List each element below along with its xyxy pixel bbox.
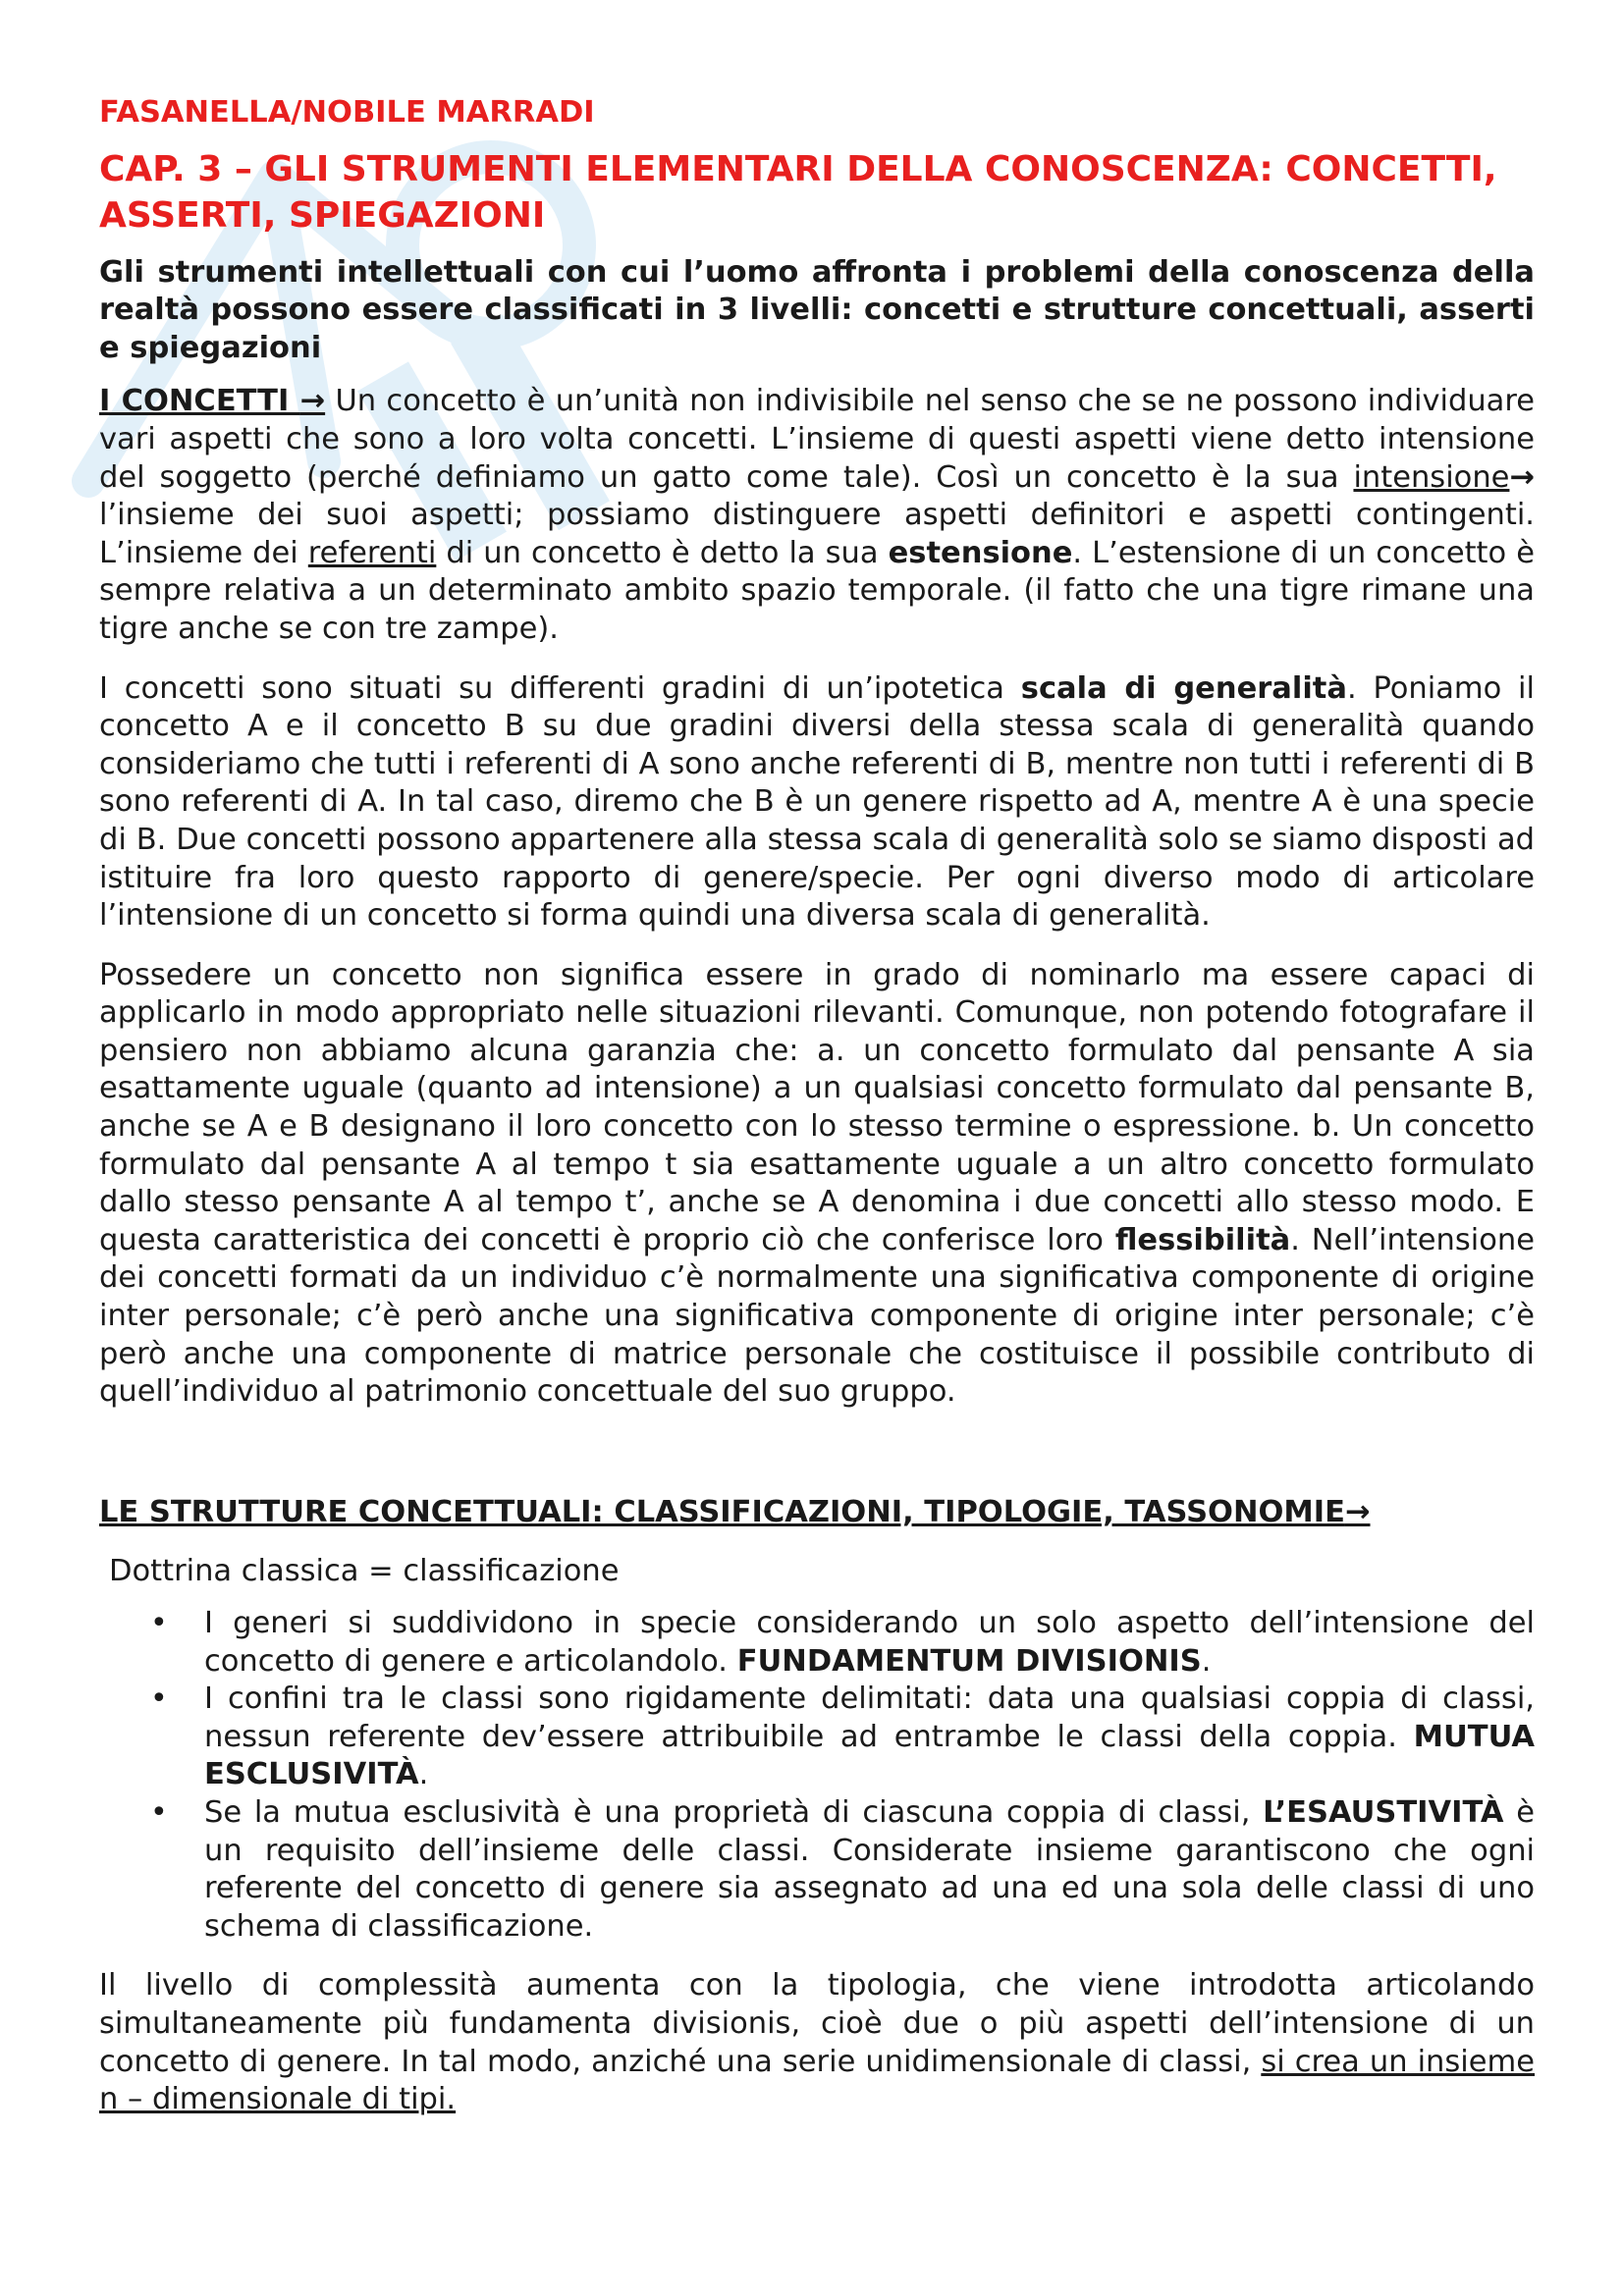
bullet-3-term: L’ESAUSTIVITÀ: [1263, 1794, 1504, 1830]
concetti-text-4: . L’estensione di un concetto è sempre relativa a un determinato ambito spazio temporale. (il fatto che una tigre rimane una tigre anche se con tre zampe).: [99, 535, 1535, 646]
bullet-2-text: I confini tra le classi sono rigidamente delimitati: data una qualsiasi coppia di classi, nessun referente dev’essere attribuibile ad entrambe le classi della coppia.: [204, 1682, 1535, 1754]
estensione-term: estensione: [888, 535, 1073, 570]
scala-text-2: . Poniamo il concetto A e il concetto B su due gradini diversi della stessa scala di generalità quando consideriamo che tutti i referenti di A sono anche referenti di B, mentre non tutti i referenti di B sono referenti di A. In tal caso, diremo che B è un genere rispetto ad A, mentre A è una specie di B. Due concetti possono appartenere alla stessa scala di generalità solo se siamo disposti ad istituire fra loro questo rapporto di genere/specie. Per ogni diverso modo di articolare l’intensione di un concetto si forma quindi una diversa scala di generalità.: [99, 670, 1536, 934]
chapter-title: [99, 146, 1535, 239]
list-item: [99, 1605, 1535, 1681]
possedere-text-1: Possedere un concetto non significa essere in grado di nominarlo ma essere capaci di applicarlo in modo appropriato nelle situazioni rilevanti. Comunque, non potendo fotografare il pensiero non abbiamo alcuna garanzia che: a. un concetto formulato dal pensante A sia esattamente uguale (quanto ad intensione) a un qualsiasi concetto formulato dal pensante B, anche se A e B designano il loro concetto con lo stesso termine o espressione. b. Un concetto formulato dal pensante A al tempo t sia esattamente uguale a un altro concetto formulato dallo stesso pensante A al tempo t’, anche se A denomina i due concetti allo stesso modo. E questa caratteristica dei concetti è proprio ciò che conferisce loro: [99, 957, 1535, 1257]
list-item: [99, 1681, 1535, 1794]
strutture-heading-text: LE STRUTTURE CONCETTUALI: CLASSIFICAZIONI, TIPOLOGIE, TASSONOMIE: [99, 1494, 1345, 1529]
bullet-1-end: .: [1201, 1643, 1212, 1679]
dottrina-line: Dottrina classica = classificazione: [109, 1554, 620, 1589]
bullet-3-end: è un requisito dell’insieme delle classi. Considerate insieme garantiscono che ogni referente del concetto di genere sia assegnato ad una ed una sola delle classi di uno schema di classificazione.: [204, 1794, 1535, 1944]
tipologia-paragraph: [99, 1967, 1535, 2118]
tipologia-underlined: si crea un insieme n – dimensionale di tipi.: [99, 2044, 1535, 2117]
arrow-right-icon: →: [299, 384, 326, 419]
bullet-1-text: I generi si suddividono in specie considerando un solo aspetto dell’intensione del concetto di genere e articolandolo.: [204, 1606, 1535, 1679]
concetti-heading: [99, 384, 325, 418]
referenti-term: referenti: [307, 535, 437, 570]
bullet-icon: •: [150, 1606, 168, 1640]
bullet-icon: •: [150, 1794, 168, 1830]
bullet-2-term: MUTUA ESCLUSIVITÀ: [204, 1719, 1535, 1792]
concetti-paragraph: [99, 383, 1535, 648]
bullet-icon: •: [150, 1682, 168, 1717]
strutture-heading: [99, 1494, 1535, 1532]
possedere-paragraph: [99, 957, 1535, 1412]
bullet-2-end: .: [418, 1757, 429, 1792]
author-line: FASANELLA/NOBILE MARRADI: [99, 95, 595, 130]
bullet-3-text: Se la mutua esclusività è una proprietà di ciascuna coppia di classi,: [204, 1794, 1264, 1830]
flessibilita-term: flessibilità: [1114, 1222, 1291, 1257]
bullet-1-term: FUNDAMENTUM DIVISIONIS: [736, 1643, 1202, 1679]
scala-term: scala di generalità: [1020, 670, 1347, 706]
document-page: [99, 94, 1535, 2141]
arrow-right-icon: →: [1509, 459, 1535, 495]
concetti-text-2: l’insieme dei suoi aspetti; possiamo distinguere aspetti definitori e aspetti contingenti. L’insieme dei: [99, 498, 1535, 570]
intro-paragraph: Gli strumenti intellettuali con cui l’uomo affronta i problemi della conoscenza della realtà possono essere classificati in 3 livelli: concetti e strutture concettuali, asserti e spiegazioni: [99, 254, 1535, 365]
list-item: [99, 1794, 1535, 1946]
scala-paragraph: [99, 670, 1535, 935]
intensione-term: intensione: [1353, 459, 1510, 495]
possedere-text-2: . Nell’intensione dei concetti formati da un individuo c’è normalmente una significativa componente di origine inter personale; c’è però anche una significativa componente di origine inter personale; c’è però anche una componente di matrice personale che costituisce il possibile contributo di quell’individuo al patrimonio concettuale del suo gruppo.: [99, 1222, 1536, 1410]
arrow-right-icon: →: [1344, 1494, 1371, 1529]
concetti-text-1: Un concetto è un’unità non indivisibile nel senso che se ne possono individuare vari aspetti che sono a loro volta concetti. L’insieme di questi aspetti viene detto intensione del soggetto (perché definiamo un gatto come tale). Così un concetto è la sua: [99, 384, 1535, 495]
tipologia-text-1: Il livello di complessità aumenta con la tipologia, che viene introdotta articolando simultaneamente più fundamenta divisionis, cioè due o più aspetti dell’intensione di un concetto di genere. In tal modo, anziché una serie unidimensionale di classi,: [99, 1968, 1535, 2079]
chapter-title-line-2: ASSERTI, SPIEGAZIONI: [99, 194, 546, 236]
classification-list: [99, 1605, 1535, 1946]
scala-text-1: I concetti sono situati su differenti gradini di un’ipotetica: [99, 670, 1021, 706]
concetti-text-3: di un concetto è detto la sua: [436, 535, 889, 570]
concetti-heading-text: I CONCETTI: [99, 384, 300, 419]
chapter-title-line-1: CAP. 3 – GLI STRUMENTI ELEMENTARI DELLA CONOSCENZA: CONCETTI,: [99, 148, 1497, 189]
